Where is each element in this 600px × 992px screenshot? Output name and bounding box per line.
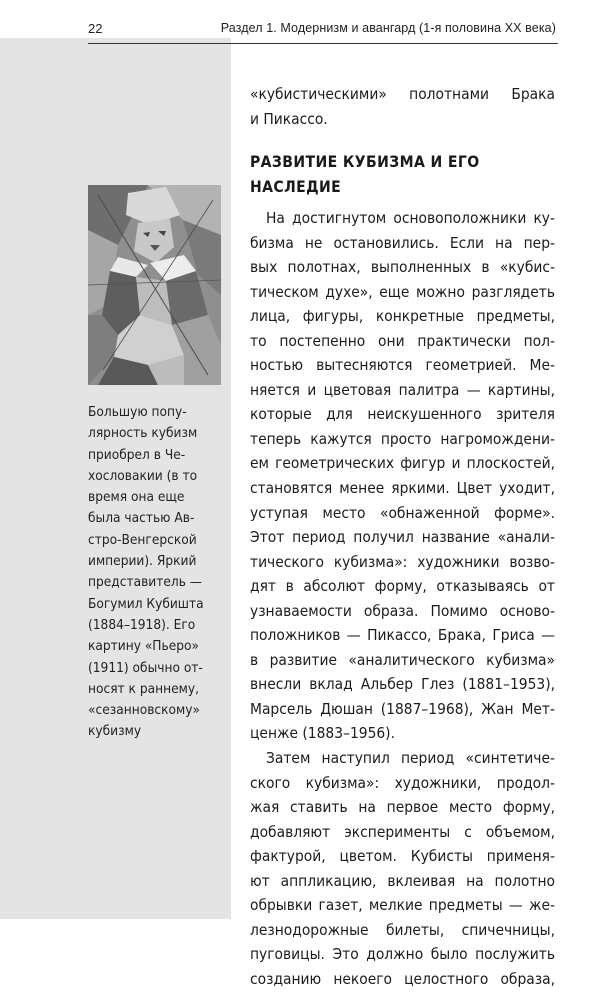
paragraph-1 xyxy=(250,206,555,746)
text-line: уступая место «обнаженной форме». xyxy=(250,503,555,522)
running-title: Раздел 1. Модернизм и авангард (1-я половина XX века) xyxy=(220,21,556,35)
pierrot-painting-image xyxy=(88,185,221,385)
caption-line: (1884–1918). Его xyxy=(88,616,196,633)
caption-line: кубизму xyxy=(88,723,142,740)
section-heading xyxy=(250,150,555,200)
text-line: Затем наступил период «синтетиче- xyxy=(266,749,555,768)
text-line: лица, фигуры, конкретные предметы, xyxy=(250,307,555,326)
body-text xyxy=(250,206,555,992)
text-line: ностью вытесняются геометрией. Ме- xyxy=(250,356,555,375)
intro-text xyxy=(250,82,555,131)
page-header xyxy=(88,19,558,44)
text-line: ют аппликацию, вклеивая на полотно xyxy=(250,871,555,890)
text-line: жая ставить на первое место форму, xyxy=(250,798,555,817)
text-line: созданию некоего целостного образа, xyxy=(250,969,555,988)
text-line: ем геометрических фигур и плоскостей, xyxy=(250,454,555,473)
caption-line: картину «Пьеро» xyxy=(88,638,199,655)
text-line: На достигнутом основоположники ку- xyxy=(266,209,555,227)
text-line: бизма не остановились. Если на пер- xyxy=(250,233,555,252)
text-line: положников — Пикассо, Брака, Гриса — xyxy=(250,626,555,645)
text-line: тического кубизма»: художники возво- xyxy=(250,552,555,571)
caption-line: была частью Ав- xyxy=(88,510,195,527)
caption-line: (1911) обычно от- xyxy=(88,659,203,676)
caption-line: стро-Венгерской xyxy=(88,531,197,548)
text-line: в развитие «аналитического кубизма» xyxy=(250,650,555,669)
text-line: пуговицы. Это должно было послужить xyxy=(250,945,555,964)
text-line: дят в абсолют форму, отказываясь от xyxy=(250,577,555,596)
text-line: «кубистическими» полотнами Брака xyxy=(250,85,555,103)
caption-line: время она еще xyxy=(88,489,185,506)
caption-line: приобрел в Че- xyxy=(88,446,186,463)
image-caption xyxy=(88,402,226,743)
text-line: теперь кажутся просто нагромождени- xyxy=(250,429,555,448)
caption-line: империи). Яркий xyxy=(88,553,197,570)
text-line: то постепенно они практически пол- xyxy=(250,331,555,350)
text-line: обрывки газет, мелкие предметы — же- xyxy=(250,896,555,915)
text-line: вых полотнах, выполненных в «кубис- xyxy=(250,258,555,277)
text-line: лезнодорожные билеты, спичечницы, xyxy=(250,920,555,939)
caption-line: Богумил Кубишта xyxy=(88,595,204,612)
caption-line: носят к раннему, xyxy=(88,680,199,697)
text-line: фактурой, цветом. Кубисты применя- xyxy=(250,847,555,866)
caption-line: представитель — xyxy=(88,574,203,591)
text-line: внесли вклад Альбер Глез (1881–1953), xyxy=(250,675,555,694)
text-line: ценже (1883–1956). xyxy=(250,724,395,743)
text-line: няется и цветовая палитра — картины, xyxy=(250,380,555,399)
text-line: ского кубизма»: художники, продол- xyxy=(250,773,555,792)
text-line: становятся менее яркими. Цвет уходит, xyxy=(250,479,555,498)
page-number: 22 xyxy=(88,21,103,36)
text-line: которые для неискушенного зрителя xyxy=(250,405,555,424)
text-line: Этот период получил название «анали- xyxy=(250,528,555,547)
caption-line: хословакии (в то xyxy=(88,467,198,484)
text-line: тическом духе», еще можно разглядеть xyxy=(250,282,555,301)
cubist-pierrot-illustration xyxy=(88,185,221,385)
heading-line: НАСЛЕДИЕ xyxy=(250,178,342,196)
caption-line: лярность кубизм xyxy=(88,425,198,442)
caption-line: «сезанновскому» xyxy=(88,702,200,719)
text-line: Марсель Дюшан (1887–1968), Жан Мет- xyxy=(250,699,555,718)
text-line: добавляют эксперименты с объемом, xyxy=(250,822,555,841)
text-line: узнаваемости образа. Помимо осново- xyxy=(250,601,555,620)
paragraph-2 xyxy=(250,746,555,991)
text-line: и Пикассо. xyxy=(250,109,328,128)
caption-line: Большую попу- xyxy=(88,404,187,420)
heading-line: РАЗВИТИЕ КУБИЗМА И ЕГО xyxy=(250,153,480,171)
